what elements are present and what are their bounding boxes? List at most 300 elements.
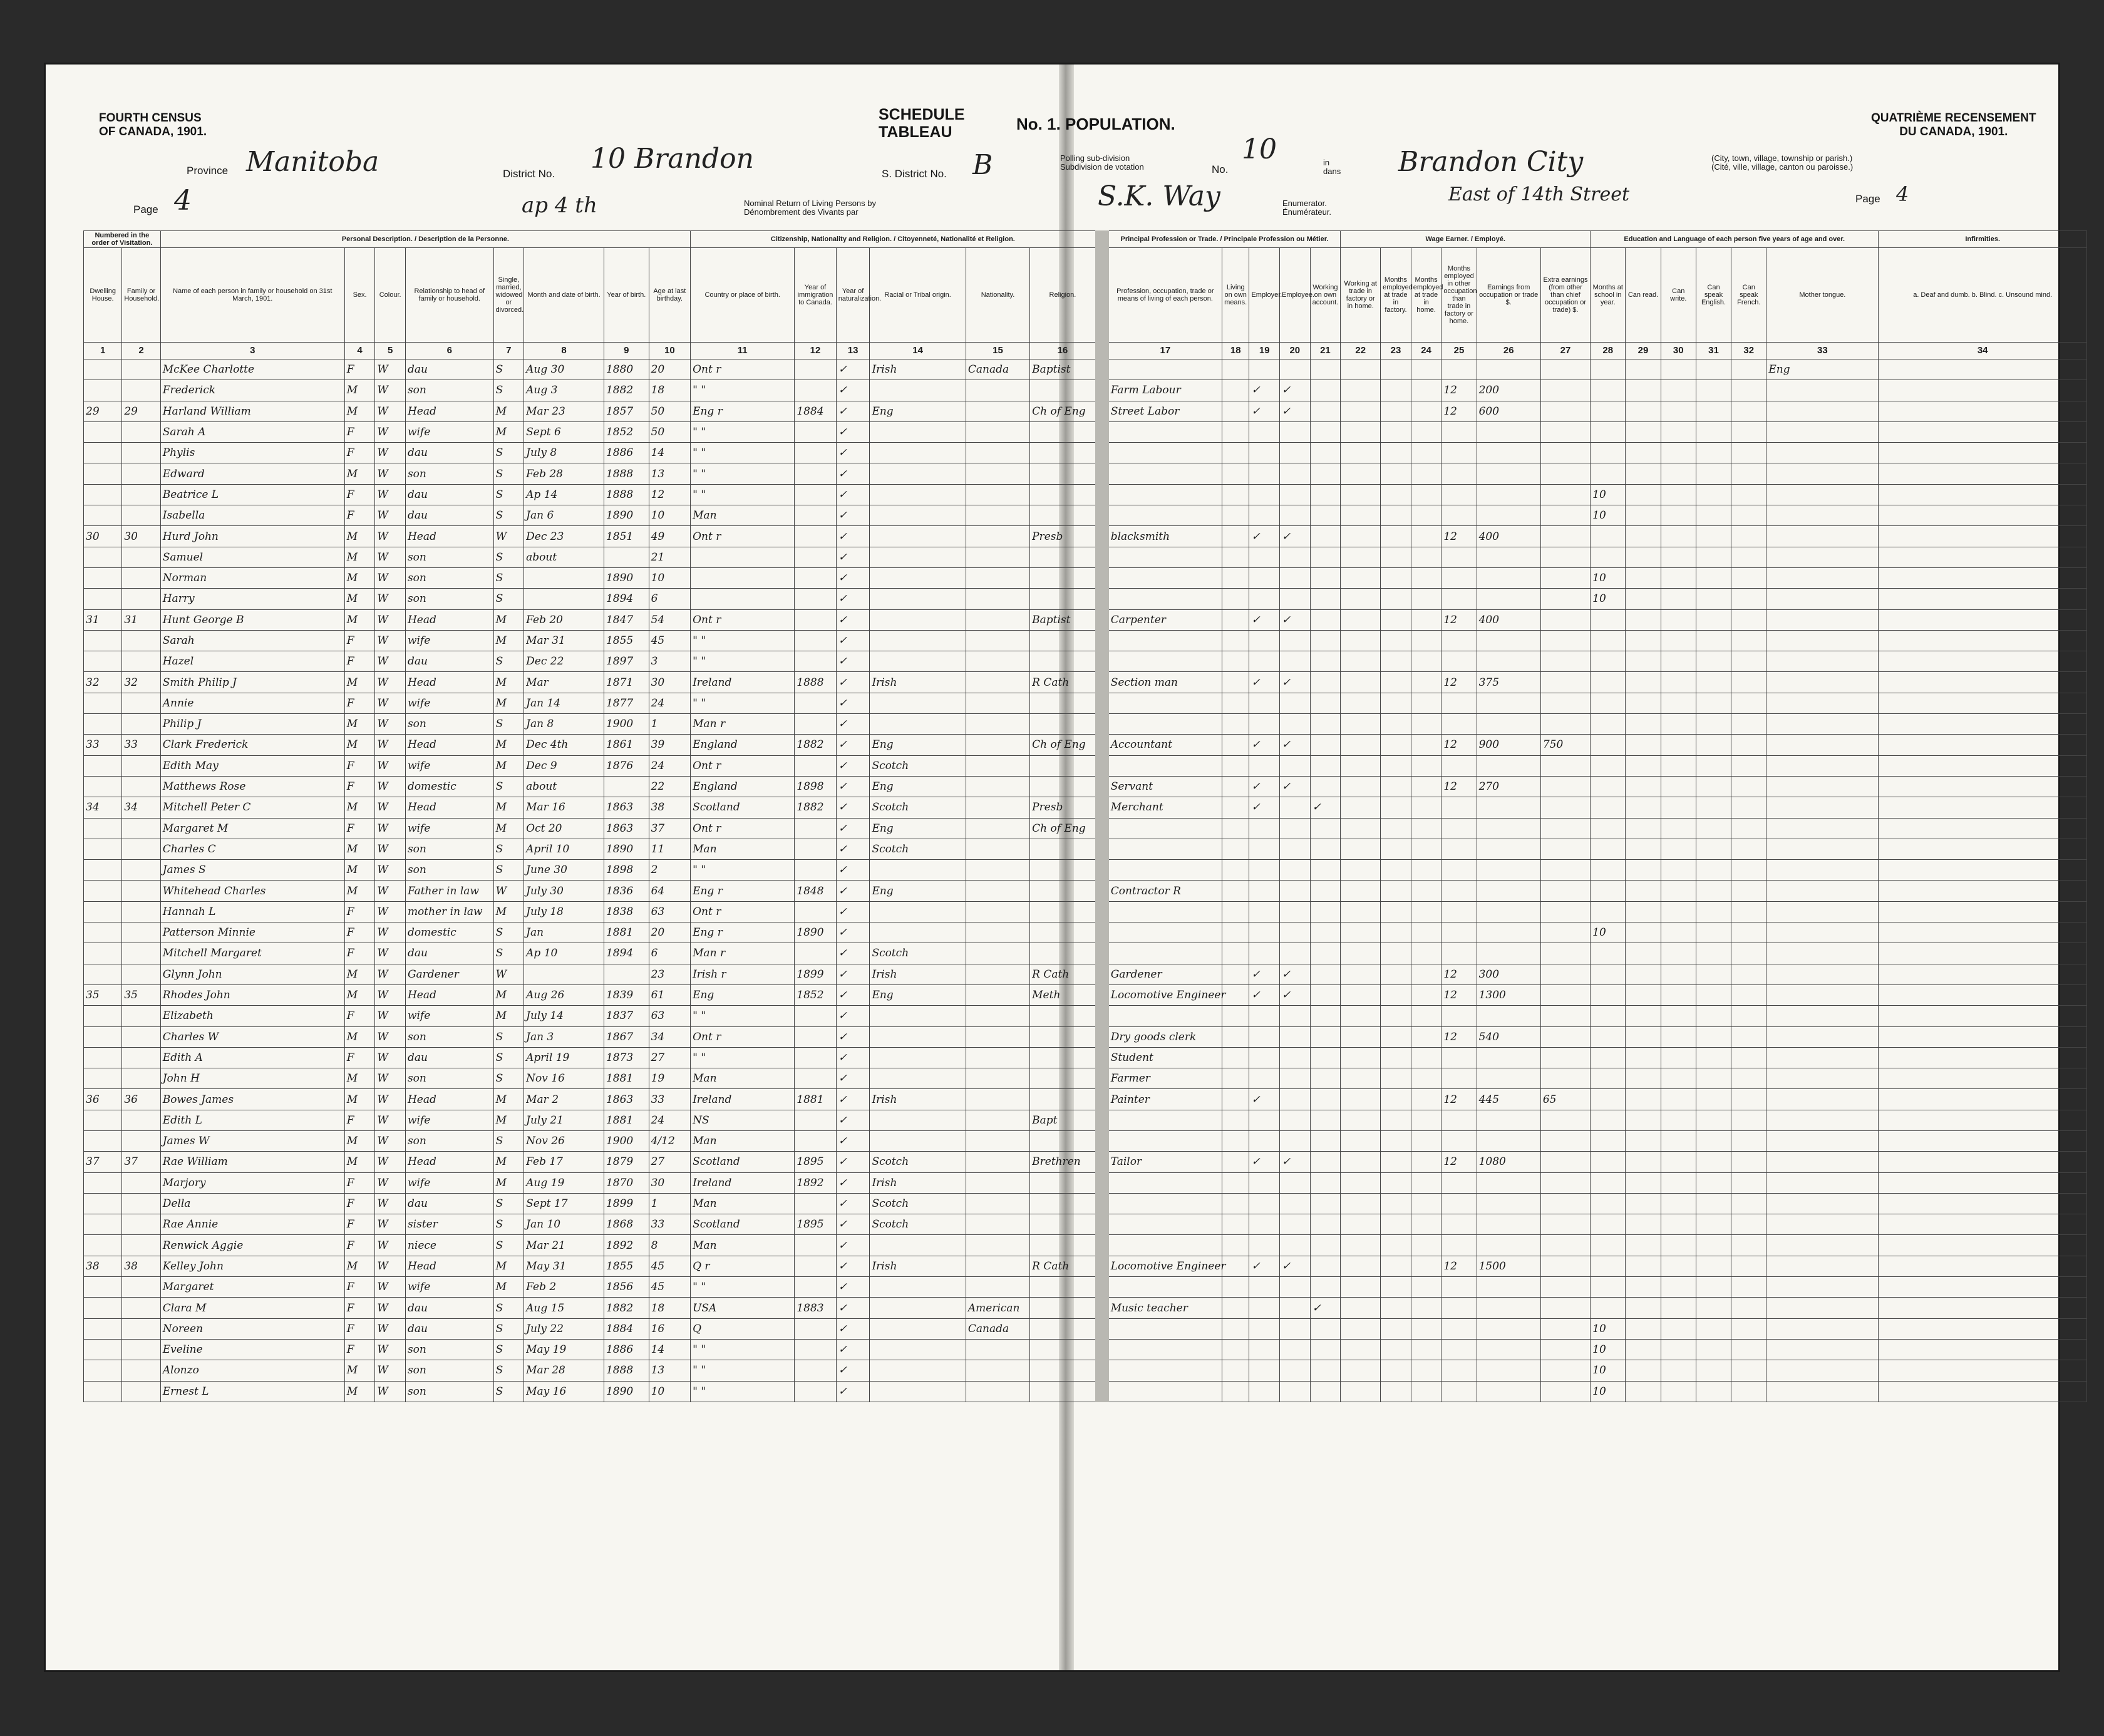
page-value-left: 4: [174, 185, 192, 217]
table-cell: M: [344, 964, 375, 984]
table-cell: [1411, 1214, 1441, 1235]
table-cell: 1888: [604, 484, 649, 505]
table-cell: [84, 776, 122, 797]
table-cell: 1882: [795, 735, 836, 755]
table-cell: W: [375, 1298, 406, 1318]
table-cell: [1661, 630, 1696, 651]
table-cell: [122, 630, 160, 651]
table-row: [84, 359, 2087, 380]
table-cell: [1341, 1110, 1381, 1130]
table-cell: [1540, 901, 1590, 922]
table-cell: dau: [405, 1047, 493, 1068]
table-cell: [1766, 484, 1879, 505]
table-cell: W: [375, 651, 406, 672]
table-cell: Man: [691, 1235, 795, 1256]
table-cell: [122, 922, 160, 943]
table-cell: [1696, 693, 1731, 713]
table-cell: ✓: [836, 401, 870, 421]
table-cell: [1102, 1110, 1222, 1130]
column-number: 19: [1249, 343, 1280, 359]
table-cell: [1696, 1047, 1731, 1068]
table-cell: [1280, 547, 1311, 567]
table-cell: 12: [1441, 1256, 1477, 1276]
table-cell: Whitehead Charles: [160, 881, 344, 901]
table-cell: ✓: [1280, 672, 1311, 693]
table-cell: Head: [405, 672, 493, 693]
table-cell: [1441, 881, 1477, 901]
table-cell: ✓: [1280, 735, 1311, 755]
table-cell: " ": [691, 651, 795, 672]
table-cell: 18: [649, 380, 691, 401]
province-label: Province: [187, 165, 229, 177]
table-cell: [1381, 421, 1411, 442]
table-cell: [1766, 984, 1879, 1005]
table-cell: [966, 776, 1029, 797]
table-cell: [1661, 547, 1696, 567]
table-cell: W: [375, 421, 406, 442]
table-cell: [1879, 359, 2087, 380]
table-cell: [1280, 693, 1311, 713]
table-cell: [795, 901, 836, 922]
table-cell: [1411, 1130, 1441, 1151]
table-cell: [1280, 1235, 1311, 1256]
table-cell: [795, 484, 836, 505]
table-cell: [1626, 735, 1661, 755]
table-cell: ✓: [836, 484, 870, 505]
table-cell: [966, 672, 1029, 693]
table-row: [84, 526, 2087, 547]
table-cell: [1477, 1298, 1540, 1318]
table-cell: wife: [405, 1277, 493, 1298]
table-cell: [1591, 421, 1626, 442]
table-cell: [795, 693, 836, 713]
table-cell: [1222, 714, 1249, 735]
table-cell: [1411, 443, 1441, 463]
table-cell: Gardener: [405, 964, 493, 984]
table-cell: [1102, 484, 1222, 505]
table-cell: 50: [649, 421, 691, 442]
table-cell: 1888: [604, 1360, 649, 1381]
table-cell: [1280, 839, 1311, 859]
table-cell: 12: [1441, 609, 1477, 630]
table-cell: [1310, 1152, 1341, 1172]
table-cell: [1280, 630, 1311, 651]
table-cell: [1280, 484, 1311, 505]
table-cell: [1879, 881, 2087, 901]
table-cell: [1626, 1256, 1661, 1276]
table-cell: [1661, 651, 1696, 672]
table-cell: 12: [1441, 776, 1477, 797]
column-number: 33: [1766, 343, 1879, 359]
table-cell: [870, 1047, 966, 1068]
table-cell: [1661, 484, 1696, 505]
table-cell: [1731, 922, 1766, 943]
table-cell: [1540, 463, 1590, 484]
table-cell: [1661, 943, 1696, 964]
table-cell: 12: [1441, 984, 1477, 1005]
table-cell: ✓: [836, 1152, 870, 1172]
table-cell: [1696, 484, 1731, 505]
table-cell: [1381, 1235, 1411, 1256]
table-cell: F: [344, 1339, 375, 1360]
table-cell: [1222, 1235, 1249, 1256]
table-cell: Presb: [1030, 526, 1102, 547]
table-cell: [1310, 1381, 1341, 1402]
table-cell: Father in law: [405, 881, 493, 901]
table-cell: [1030, 1214, 1102, 1235]
table-cell: [1626, 984, 1661, 1005]
table-cell: [1102, 651, 1222, 672]
table-cell: [1249, 1298, 1280, 1318]
table-cell: [1381, 1172, 1411, 1193]
table-cell: W: [375, 1047, 406, 1068]
table-cell: [1591, 943, 1626, 964]
table-cell: [1030, 922, 1102, 943]
table-cell: [870, 463, 966, 484]
table-cell: [1731, 1339, 1766, 1360]
table-cell: [1766, 1298, 1879, 1318]
table-cell: Mar 2: [524, 1089, 604, 1110]
table-cell: [122, 860, 160, 881]
table-cell: [1879, 443, 2087, 463]
table-cell: W: [375, 1235, 406, 1256]
table-cell: [966, 421, 1029, 442]
table-cell: [1341, 797, 1381, 818]
table-cell: about: [524, 776, 604, 797]
table-cell: W: [375, 567, 406, 588]
table-cell: 12: [1441, 735, 1477, 755]
table-cell: [1626, 1339, 1661, 1360]
table-cell: ✓: [1249, 401, 1280, 421]
table-cell: [1411, 421, 1441, 442]
table-cell: " ": [691, 443, 795, 463]
table-cell: Carpenter: [1102, 609, 1222, 630]
table-cell: [1341, 901, 1381, 922]
table-cell: [1540, 1214, 1590, 1235]
table-cell: [1696, 839, 1731, 859]
table-cell: [1879, 589, 2087, 609]
table-cell: [1766, 1214, 1879, 1235]
table-cell: [870, 1339, 966, 1360]
table-cell: W: [375, 1152, 406, 1172]
table-cell: [1477, 1318, 1540, 1339]
table-cell: W: [375, 1360, 406, 1381]
column-number: 9: [604, 343, 649, 359]
table-cell: [966, 964, 1029, 984]
table-cell: 1871: [604, 672, 649, 693]
table-cell: [1731, 839, 1766, 859]
table-cell: 38: [649, 797, 691, 818]
table-cell: Tailor: [1102, 1152, 1222, 1172]
column-number: 30: [1661, 343, 1696, 359]
table-cell: ✓: [836, 1006, 870, 1026]
table-cell: [122, 1130, 160, 1151]
table-cell: [1310, 1318, 1341, 1339]
table-cell: [1411, 380, 1441, 401]
table-cell: [1591, 1089, 1626, 1110]
table-cell: 19: [649, 1068, 691, 1089]
table-cell: Jan 14: [524, 693, 604, 713]
table-cell: Canada: [966, 1318, 1029, 1339]
table-cell: [1661, 1360, 1696, 1381]
table-cell: [1441, 1130, 1477, 1151]
table-cell: 54: [649, 609, 691, 630]
table-cell: son: [405, 1360, 493, 1381]
table-cell: [604, 964, 649, 984]
table-row: [84, 901, 2087, 922]
table-cell: [1661, 714, 1696, 735]
table-cell: [1280, 860, 1311, 881]
table-cell: [1441, 359, 1477, 380]
table-cell: Aug 15: [524, 1298, 604, 1318]
table-cell: [1030, 901, 1102, 922]
table-row: [84, 776, 2087, 797]
table-cell: [870, 922, 966, 943]
table-cell: [1477, 1068, 1540, 1089]
table-cell: [1102, 1172, 1222, 1193]
table-cell: ✓: [836, 984, 870, 1005]
table-cell: W: [375, 1172, 406, 1193]
table-cell: Dec 9: [524, 755, 604, 776]
table-cell: son: [405, 839, 493, 859]
table-cell: [1696, 651, 1731, 672]
table-cell: F: [344, 776, 375, 797]
table-cell: [966, 380, 1029, 401]
table-cell: [1441, 463, 1477, 484]
table-cell: [1540, 1172, 1590, 1193]
table-cell: [122, 567, 160, 588]
table-cell: [1661, 1235, 1696, 1256]
table-cell: [1310, 901, 1341, 922]
table-cell: R Cath: [1030, 672, 1102, 693]
table-cell: [1030, 421, 1102, 442]
table-cell: [1249, 1360, 1280, 1381]
table-cell: W: [375, 943, 406, 964]
table-cell: [1280, 567, 1311, 588]
column-header: Sex.: [344, 248, 375, 343]
table-cell: [1030, 1172, 1102, 1193]
table-cell: ✓: [836, 1235, 870, 1256]
table-cell: [1341, 1360, 1381, 1381]
table-cell: Dec 4th: [524, 735, 604, 755]
table-cell: [1591, 380, 1626, 401]
table-cell: blacksmith: [1102, 526, 1222, 547]
table-cell: M: [493, 984, 524, 1005]
table-cell: F: [344, 421, 375, 442]
table-cell: Eng: [870, 984, 966, 1005]
table-cell: [1030, 484, 1102, 505]
table-cell: ✓: [1280, 526, 1311, 547]
table-cell: dau: [405, 505, 493, 526]
table-cell: [1540, 984, 1590, 1005]
table-cell: [1766, 1006, 1879, 1026]
table-cell: [1341, 1047, 1381, 1068]
table-cell: 45: [649, 1277, 691, 1298]
table-cell: R Cath: [1030, 1256, 1102, 1276]
table-cell: [122, 839, 160, 859]
table-cell: W: [375, 735, 406, 755]
table-cell: [1626, 1214, 1661, 1235]
table-cell: [122, 943, 160, 964]
table-cell: [1341, 1214, 1381, 1235]
table-cell: [1731, 1026, 1766, 1047]
column-header: a. Deaf and dumb. b. Blind. c. Unsound mind.: [1879, 248, 2087, 343]
table-cell: ✓: [836, 714, 870, 735]
table-cell: [1731, 1298, 1766, 1318]
table-cell: [1030, 714, 1102, 735]
table-cell: Head: [405, 609, 493, 630]
table-cell: ✓: [1249, 1256, 1280, 1276]
table-cell: [1381, 860, 1411, 881]
table-cell: [1411, 1006, 1441, 1026]
table-cell: [122, 881, 160, 901]
table-cell: [1222, 1298, 1249, 1318]
table-cell: [1310, 1235, 1341, 1256]
table-cell: [1222, 359, 1249, 380]
table-cell: ✓: [836, 943, 870, 964]
table-cell: M: [344, 1152, 375, 1172]
table-cell: [1477, 547, 1540, 567]
table-cell: [1102, 1277, 1222, 1298]
table-cell: S: [493, 380, 524, 401]
table-cell: [966, 651, 1029, 672]
table-cell: 1: [649, 714, 691, 735]
table-cell: W: [375, 1381, 406, 1402]
table-cell: dau: [405, 651, 493, 672]
column-number: 15: [966, 343, 1029, 359]
table-cell: [870, 1006, 966, 1026]
table-cell: [1661, 1068, 1696, 1089]
table-cell: ✓: [836, 1110, 870, 1130]
table-cell: ✓: [836, 1214, 870, 1235]
table-cell: [1731, 714, 1766, 735]
table-cell: [1879, 1339, 2087, 1360]
table-cell: John H: [160, 1068, 344, 1089]
table-cell: [1310, 484, 1341, 505]
table-cell: 1894: [604, 943, 649, 964]
table-cell: [1381, 1130, 1411, 1151]
table-cell: 1890: [604, 567, 649, 588]
table-cell: S: [493, 1381, 524, 1402]
table-cell: [1661, 526, 1696, 547]
table-cell: [1381, 943, 1411, 964]
table-cell: [795, 860, 836, 881]
table-cell: 38: [122, 1256, 160, 1276]
table-cell: [1381, 964, 1411, 984]
table-cell: [122, 1026, 160, 1047]
table-cell: [1879, 526, 2087, 547]
table-cell: [1411, 505, 1441, 526]
table-cell: 30: [122, 526, 160, 547]
column-header: Month and date of birth.: [524, 248, 604, 343]
table-cell: [1731, 860, 1766, 881]
table-cell: [795, 547, 836, 567]
table-cell: 63: [649, 1006, 691, 1026]
table-cell: S: [493, 1130, 524, 1151]
table-cell: [1441, 443, 1477, 463]
table-row: [84, 860, 2087, 881]
table-cell: 34: [649, 1026, 691, 1047]
table-cell: [1381, 881, 1411, 901]
census-sheet: [44, 63, 2060, 1672]
table-cell: 10: [649, 1381, 691, 1402]
table-cell: [870, 609, 966, 630]
table-row: [84, 1360, 2087, 1381]
table-cell: F: [344, 818, 375, 839]
table-cell: 16: [649, 1318, 691, 1339]
table-cell: [1030, 1360, 1102, 1381]
column-header: Months at school in year.: [1591, 248, 1626, 343]
table-cell: [122, 1110, 160, 1130]
table-cell: M: [493, 735, 524, 755]
table-cell: [1102, 443, 1222, 463]
column-header: Dwelling House.: [84, 248, 122, 343]
table-cell: S: [493, 839, 524, 859]
table-cell: Smith Philip J: [160, 672, 344, 693]
table-cell: S: [493, 651, 524, 672]
table-cell: Irish: [870, 1256, 966, 1276]
table-cell: 1873: [604, 1047, 649, 1068]
table-cell: S: [493, 1193, 524, 1214]
table-cell: 37: [122, 1152, 160, 1172]
table-cell: [122, 1318, 160, 1339]
table-cell: [1540, 443, 1590, 463]
table-cell: [1411, 463, 1441, 484]
table-cell: [795, 1047, 836, 1068]
table-cell: Marjory: [160, 1172, 344, 1193]
table-cell: Dry goods clerk: [1102, 1026, 1222, 1047]
table-cell: S: [493, 1026, 524, 1047]
table-cell: ✓: [1310, 1298, 1341, 1318]
table-cell: [1540, 714, 1590, 735]
table-cell: 14: [649, 1339, 691, 1360]
table-cell: [1222, 505, 1249, 526]
table-cell: [1280, 922, 1311, 943]
table-cell: [1477, 1214, 1540, 1235]
table-row: [84, 421, 2087, 442]
table-cell: 1888: [795, 672, 836, 693]
table-cell: wife: [405, 818, 493, 839]
column-number: 6: [405, 343, 493, 359]
table-cell: [1477, 818, 1540, 839]
table-cell: [1030, 651, 1102, 672]
table-cell: [1477, 630, 1540, 651]
table-cell: W: [375, 1068, 406, 1089]
table-cell: [1381, 589, 1411, 609]
table-cell: about: [524, 547, 604, 567]
table-cell: [1591, 1110, 1626, 1130]
table-cell: Gardener: [1102, 964, 1222, 984]
table-cell: [1731, 1152, 1766, 1172]
table-cell: [1766, 1172, 1879, 1193]
table-cell: [1879, 984, 2087, 1005]
table-cell: [84, 1381, 122, 1402]
table-cell: M: [344, 881, 375, 901]
table-cell: Phylis: [160, 443, 344, 463]
table-cell: [1766, 1277, 1879, 1298]
table-cell: F: [344, 359, 375, 380]
table-cell: [1696, 630, 1731, 651]
table-cell: S: [493, 1235, 524, 1256]
table-cell: [1540, 1339, 1590, 1360]
table-cell: 35: [84, 984, 122, 1005]
table-cell: [1411, 359, 1441, 380]
table-cell: 1852: [604, 421, 649, 442]
table-cell: [84, 1235, 122, 1256]
table-cell: dau: [405, 1193, 493, 1214]
table-cell: [1441, 484, 1477, 505]
table-cell: [870, 443, 966, 463]
